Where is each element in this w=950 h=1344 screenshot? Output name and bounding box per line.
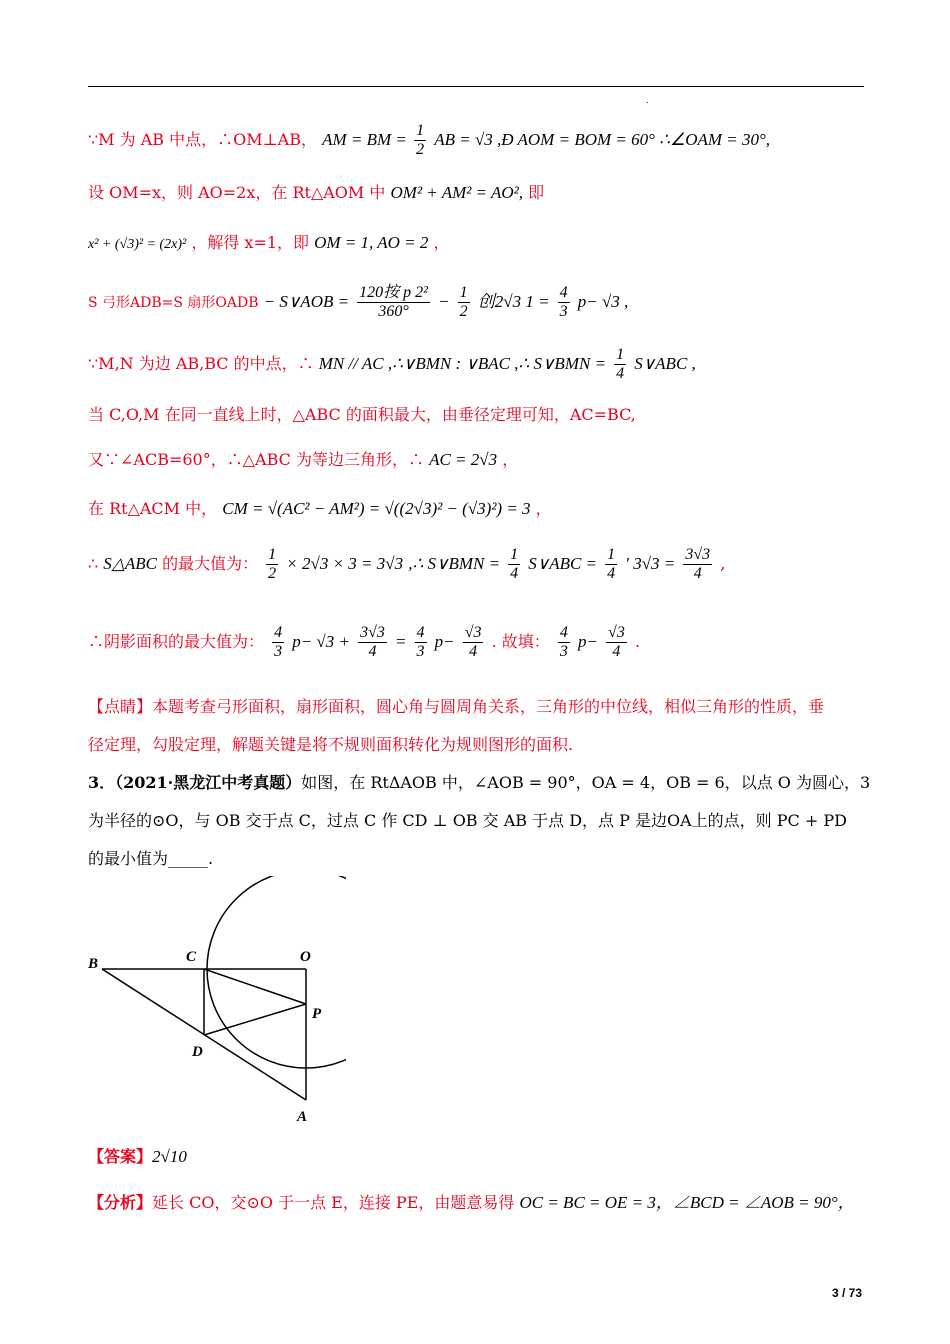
fraction: $\frac{√3}{4}$ xyxy=(608,624,625,660)
fraction: $\frac{1}{2}$ xyxy=(268,546,277,582)
segment-cp xyxy=(204,969,306,1004)
solution-line-9: ∴ S△ABC 的最大值为： $\frac{1}{2}$ × 2√3 × 3 = 3√3 ,∴ S∨BMN = $\frac{1}{4}$ S∨ABC = $\frac{1}{4}$ ′ 3√3 = $\frac{3√3}{4}$ , xyxy=(88,546,726,582)
fraction: $\frac{3√3}{4}$ xyxy=(685,546,711,582)
question-3-line-1: 3．（2021·黑龙江中考真题）如图，在 RtΔAOB 中，∠AOB = 90°，OA = 4，OB = 6，以点 O 为圆心，3 xyxy=(88,773,871,792)
segment-dp xyxy=(204,1004,306,1035)
fraction: $\frac{4}{3}$ xyxy=(274,624,283,660)
solution-line-1: ∵M 为 AB 中点，∴OM⊥AB， AM = BM = $\frac{1}{2}$ AB = √3 ,Ð AOM = BOM = 60° ∴∠OAM = 30°, xyxy=(88,122,771,158)
label-d: D xyxy=(192,1044,203,1060)
fraction: $\frac{4}{3}$ xyxy=(559,624,568,660)
analysis-line: 【分析】延长 CO，交⊙O 于一点 E，连接 PE，由题意易得 OC = BC = OE = 3，∠BCD = ∠AOB = 90°， xyxy=(88,1193,855,1212)
fraction: $\frac{1}{2}$ xyxy=(416,122,425,158)
geometry-figure xyxy=(86,876,346,1126)
fraction: $\frac{1}{2}$ xyxy=(459,284,468,320)
header-rule xyxy=(88,86,864,87)
fraction: $\frac{1}{4}$ xyxy=(510,546,519,582)
label-c: C xyxy=(186,949,197,965)
solution-line-3: x² + (√3)² = (2x)² ，解得 x=1，即 OM = 1, AO = 2 ， xyxy=(88,233,450,252)
fraction: $\frac{4}{3}$ xyxy=(559,284,568,320)
solution-line-4: S 弓形ADB=S 扇形OADB − S∨AOB = $\frac{\text{120按 p 2²}}{360^\circ}$ − $\frac{1}{2}$ 创2√3 1 = $\frac{4}{3}$ p− √3 , xyxy=(88,284,629,320)
header-dot: . xyxy=(646,96,649,105)
question-3-line-2: 为半径的⊙O，与 OB 交于点 C，过点 C 作 CD ⊥ OB 交 AB 于点 D，点 P 是边OA上的点，则 PC + PD xyxy=(88,811,847,830)
question-3-line-3: 的最小值为_____. xyxy=(88,849,214,868)
label-a: A xyxy=(297,1109,308,1125)
answer-line: 【答案】2√10 xyxy=(88,1147,187,1166)
page-number: 3 / 73 xyxy=(831,1286,862,1300)
solution-line-6: 当 C,O,M 在同一直线上时，△ABC 的面积最大，由垂径定理可知，AC=BC, xyxy=(88,405,636,424)
label-p: P xyxy=(312,1006,322,1022)
solution-line-8: 在 Rt△ACM 中， CM = √(AC² − AM²) = √((2√3)² − (√3)²) = 3 ， xyxy=(88,499,552,518)
key-point-line-1: 【点睛】本题考查弓形面积，扇形面积，圆心角与圆周角关系，三角形的中位线，相似三角形的性质，垂 xyxy=(88,697,825,716)
label-o: O xyxy=(300,949,311,965)
fraction: $\frac{1}{4}$ xyxy=(616,346,625,382)
fraction: $\frac{3√3}{4}$ xyxy=(360,624,385,660)
key-point-line-2: 径定理，勾股定理，解题关键是将不规则面积转化为规则图形的面积. xyxy=(88,735,574,754)
fraction: $\frac{1}{4}$ xyxy=(607,546,616,582)
circle-o xyxy=(207,876,346,1068)
fraction: $\frac{\text{120按 p 2²}}{360^\circ}$ xyxy=(359,284,428,320)
solution-line-10: ∴阴影面积的最大值为： $\frac{4}{3}$ p− √3 + $\frac{3√3}{4}$ = $\frac{4}{3}$ p− $\frac{√3}{4}$ . 故填： $\frac{4}{3}$ p− $\frac{√3}{4}$ . xyxy=(88,624,640,660)
label-b: B xyxy=(88,956,99,972)
solution-line-5: ∵M,N 为边 AB,BC 的中点，∴ MN // AC ,∴∨BMN : ∨BAC ,∴ S∨BMN = $\frac{1}{4}$ S∨ABC , xyxy=(88,346,696,382)
solution-line-7: 又∵∠ACB=60°，∴△ABC 为等边三角形，∴ AC = 2√3 ， xyxy=(88,450,519,469)
fraction: $\frac{√3}{4}$ xyxy=(464,624,482,660)
solution-line-2: 设 OM=x，则 AO=2x，在 Rt△AOM 中 OM² + AM² = AO², 即 xyxy=(88,183,545,202)
fraction: $\frac{4}{3}$ xyxy=(416,624,425,660)
